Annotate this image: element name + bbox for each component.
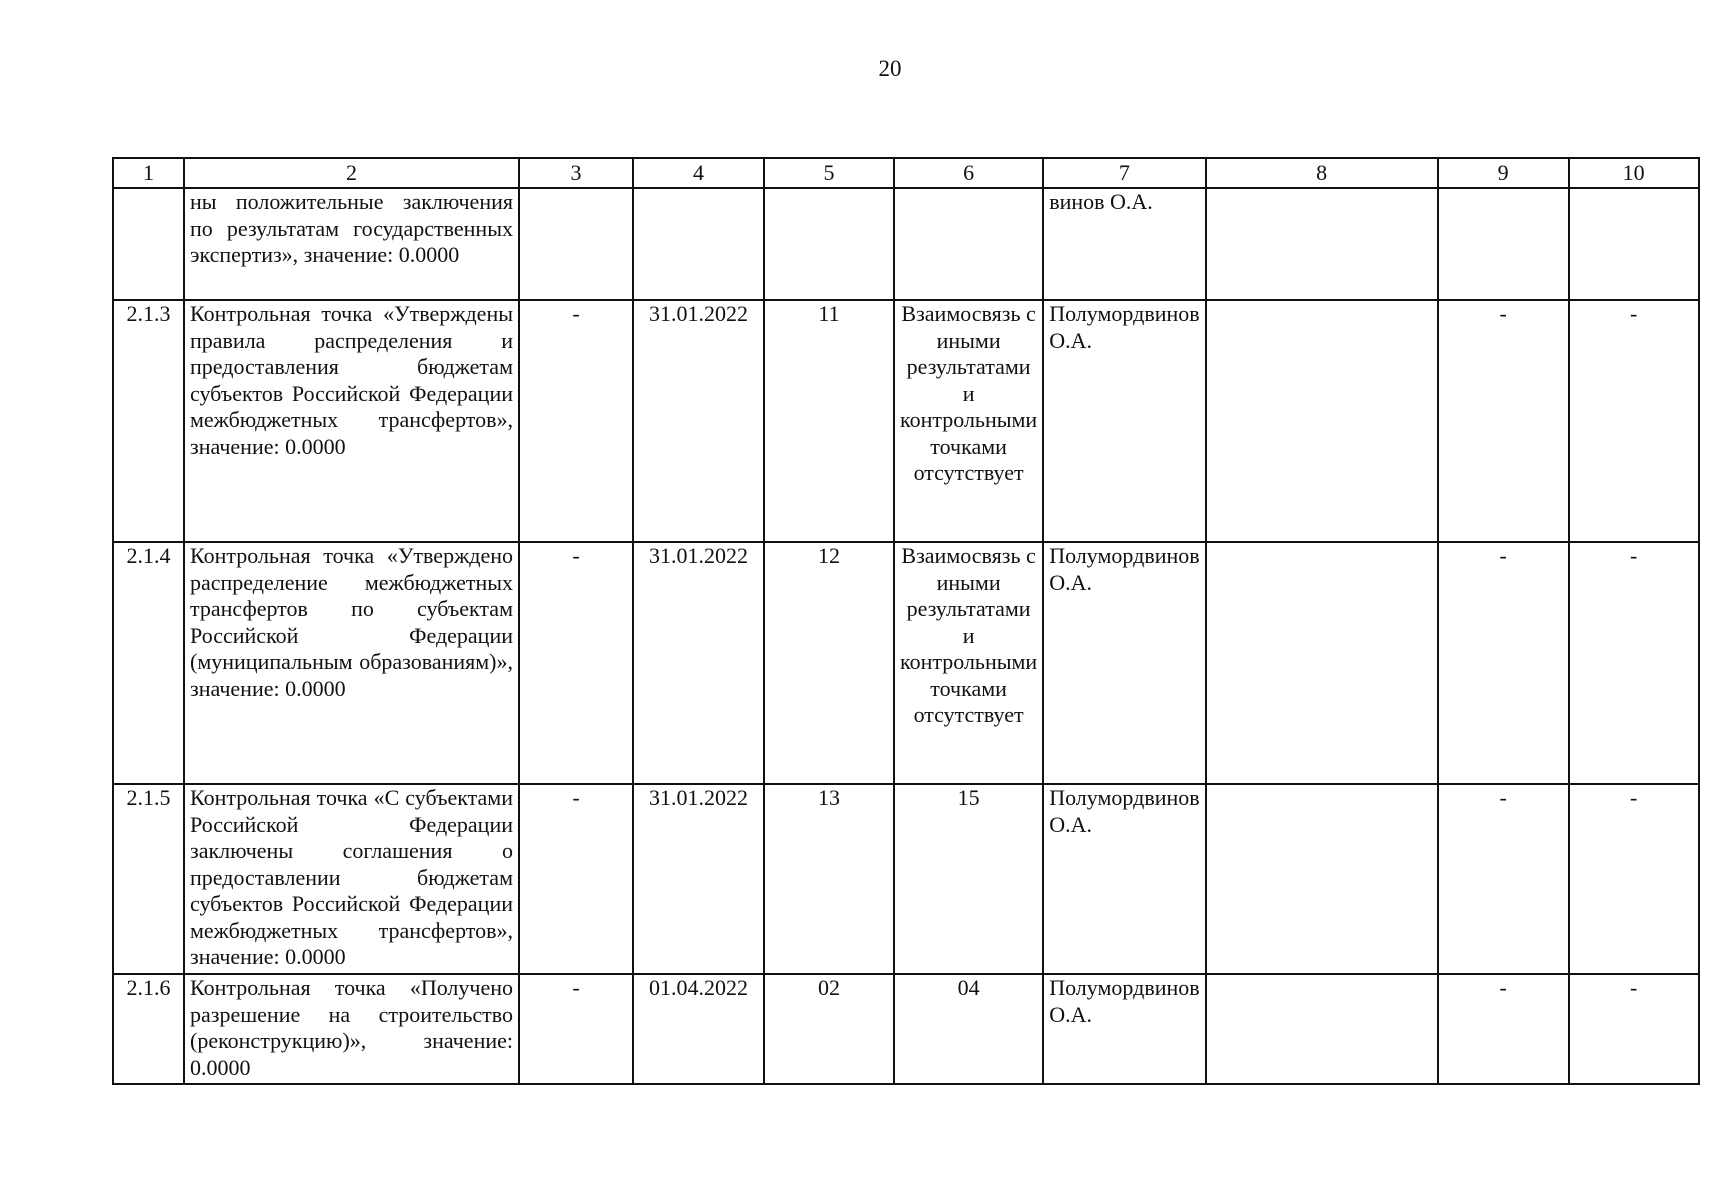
cell-col5: 11: [764, 300, 894, 542]
cell-responsible: винов О.А.: [1043, 188, 1205, 300]
column-number: 9: [1438, 158, 1569, 188]
cell-col5: 02: [764, 974, 894, 1084]
column-number: 2: [184, 158, 519, 188]
column-number: 4: [633, 158, 764, 188]
cell-col8: [1206, 188, 1438, 300]
cell-col9: -: [1438, 784, 1569, 974]
column-number: 1: [113, 158, 184, 188]
column-number: 3: [519, 158, 633, 188]
cell-col3: -: [519, 784, 633, 974]
cell-col10: -: [1569, 300, 1699, 542]
cell-responsible: Полумордвинов О.А.: [1043, 300, 1205, 542]
control-point-name: Контрольная точка «Утверждены правила распределения и предоставления бюджетам субъектов Российской Федерации межбюджетных трансфертов», значение: 0.0000: [184, 300, 519, 542]
cell-col10: [1569, 188, 1699, 300]
column-number: 7: [1043, 158, 1205, 188]
control-point-name: Контрольная точка «Утверждено распределение межбюджетных трансфертов по субъектам Российской Федерации (муниципальным образованиям)», значение: 0.0000: [184, 542, 519, 784]
cell-relation: 04: [894, 974, 1043, 1084]
cell-col9: -: [1438, 974, 1569, 1084]
control-point-name: ны положительные заключения по результатам государственных экспертиз», значение: 0.0000: [184, 188, 519, 300]
cell-col9: -: [1438, 542, 1569, 784]
table-row: [113, 300, 1699, 542]
cell-col5: 13: [764, 784, 894, 974]
cell-col3: -: [519, 542, 633, 784]
page-number: 20: [878, 56, 902, 81]
column-number: 5: [764, 158, 894, 188]
table-row: [113, 542, 1699, 784]
cell-col10: -: [1569, 974, 1699, 1084]
cell-col3: -: [519, 300, 633, 542]
cell-col8: [1206, 542, 1438, 784]
row-number: [113, 188, 184, 300]
cell-date: [633, 188, 764, 300]
column-number-row: [113, 158, 1699, 188]
cell-relation: Взаимосвязь с иными результатами и контрольными точками отсутствует: [894, 300, 1043, 542]
cell-date: 31.01.2022: [633, 300, 764, 542]
cell-relation: Взаимосвязь с иными результатами и контрольными точками отсутствует: [894, 542, 1043, 784]
row-number: 2.1.3: [113, 300, 184, 542]
cell-col9: -: [1438, 300, 1569, 542]
cell-col5: [764, 188, 894, 300]
row-number: 2.1.4: [113, 542, 184, 784]
cell-col10: -: [1569, 784, 1699, 974]
cell-col5: 12: [764, 542, 894, 784]
row-number: 2.1.6: [113, 974, 184, 1084]
column-number: 6: [894, 158, 1043, 188]
cell-col8: [1206, 974, 1438, 1084]
cell-col10: -: [1569, 542, 1699, 784]
cell-date: 31.01.2022: [633, 542, 764, 784]
column-number: 10: [1569, 158, 1699, 188]
cell-relation: [894, 188, 1043, 300]
cell-relation: 15: [894, 784, 1043, 974]
cell-col9: [1438, 188, 1569, 300]
cell-col3: -: [519, 974, 633, 1084]
control-point-name: Контрольная точка «С субъектами Российской Федерации заключены соглашения о предоставлении бюджетам субъектов Российской Федерации межбюджетных трансфертов», значение: 0.0000: [184, 784, 519, 974]
cell-responsible: Полумордвинов О.А.: [1043, 542, 1205, 784]
table-row: [113, 188, 1699, 300]
column-number: 8: [1206, 158, 1438, 188]
table-row: [113, 784, 1699, 974]
cell-responsible: Полумордвинов О.А.: [1043, 974, 1205, 1084]
control-points-table: [112, 157, 1700, 1085]
cell-date: 31.01.2022: [633, 784, 764, 974]
row-number: 2.1.5: [113, 784, 184, 974]
control-point-name: Контрольная точка «Получено разрешение на строительство (реконструкцию)», значение: 0.0000: [184, 974, 519, 1084]
table-row: [113, 974, 1699, 1084]
cell-responsible: Полумордвинов О.А.: [1043, 784, 1205, 974]
cell-col8: [1206, 784, 1438, 974]
cell-date: 01.04.2022: [633, 974, 764, 1084]
cell-col8: [1206, 300, 1438, 542]
cell-col3: [519, 188, 633, 300]
